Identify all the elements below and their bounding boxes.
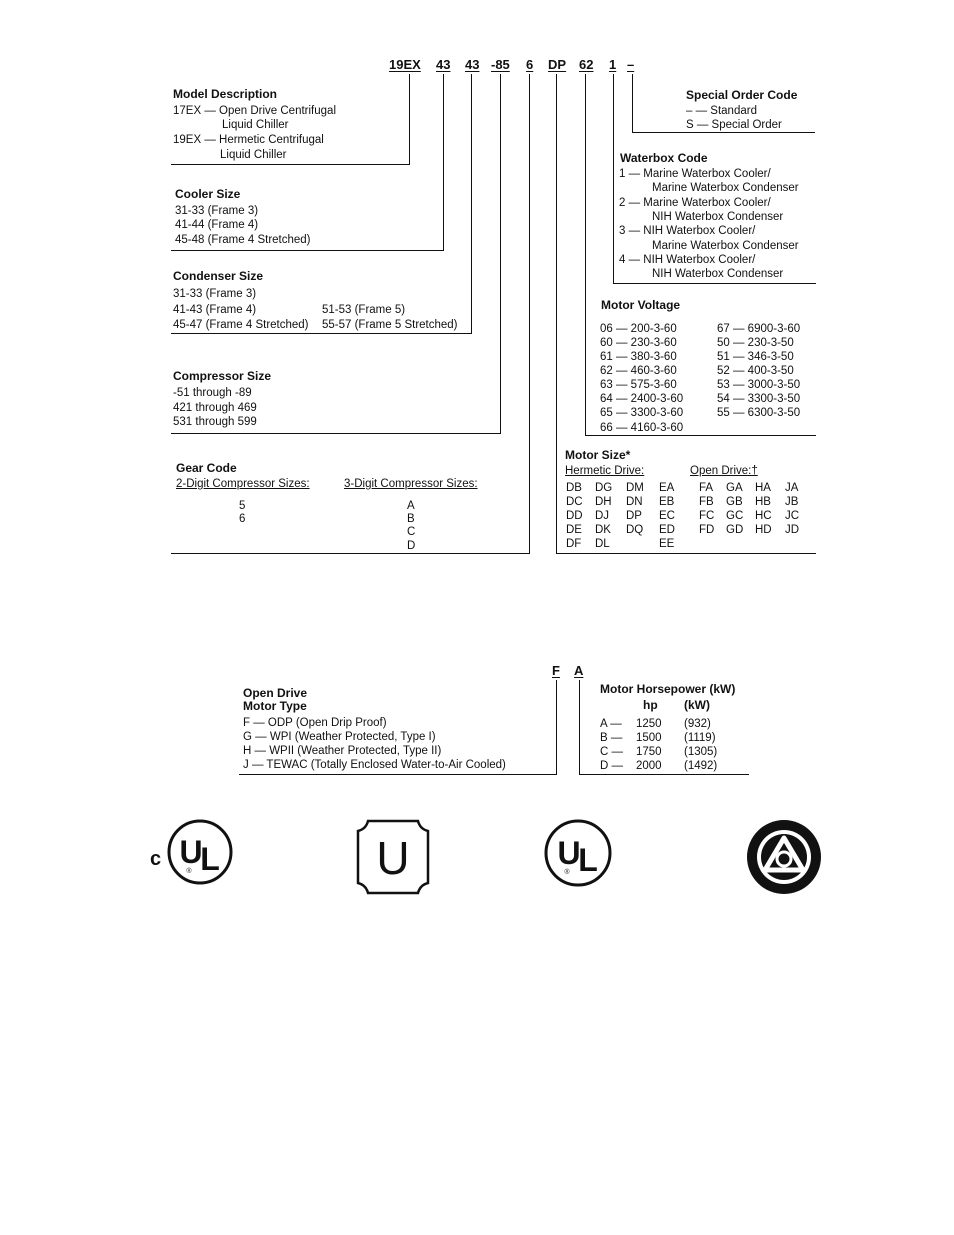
gear-code-rule — [171, 553, 530, 554]
leader-motor-size — [556, 74, 557, 554]
compressor-size-title: Compressor Size — [173, 369, 272, 383]
hp-code: B — — [600, 732, 623, 744]
leader-voltage — [585, 74, 586, 436]
motor-voltage-line: 66 — 4160-3-60 — [600, 422, 684, 434]
compressor-size-line: -51 through -89 — [173, 387, 252, 399]
motor-voltage-line: 50 — 230-3-50 — [717, 337, 794, 349]
motor-size-hermetic-label: Hermetic Drive: — [565, 465, 645, 477]
motor-size-code: FA — [699, 482, 714, 494]
motor-size-code: DG — [595, 482, 613, 494]
condenser-size-rule — [171, 333, 472, 334]
ul-logo — [543, 818, 613, 888]
compressor-size-rule — [171, 433, 501, 434]
ul-letter-l: L — [200, 841, 220, 877]
motor-size-code: JC — [785, 510, 800, 522]
cul-logo — [166, 818, 234, 886]
waterbox-line: Marine Waterbox Condenser — [652, 240, 799, 252]
model-description-line: Liquid Chiller — [222, 119, 289, 131]
motor-size-code: HD — [755, 524, 772, 536]
motor-size-code: DN — [626, 496, 643, 508]
motor-size-code: ED — [659, 524, 675, 536]
ul-letter-u: U — [179, 834, 203, 870]
model-code-series: 19EX — [389, 57, 421, 72]
motor-type-line: F — ODP (Open Drip Proof) — [243, 717, 387, 729]
gear-code-title: Gear Code — [176, 461, 237, 475]
motor-size-code: DE — [566, 524, 582, 536]
ul-letter-u: U — [557, 835, 581, 871]
leader-special — [632, 74, 633, 133]
motor-voltage-line: 60 — 230-3-60 — [600, 337, 677, 349]
reg-mark: ® — [564, 869, 570, 876]
motor-type-line: H — WPII (Weather Protected, Type II) — [243, 745, 442, 757]
motor-size-code: DK — [595, 524, 611, 536]
kw-value: (1492) — [684, 760, 718, 772]
leader-hp — [579, 680, 580, 775]
condenser-size-line: 41-43 (Frame 4) — [173, 304, 257, 316]
motor-voltage-line: 65 — 3300-3-60 — [600, 407, 684, 419]
model-code-compressor: -85 — [491, 57, 510, 72]
cooler-size-title: Cooler Size — [175, 187, 241, 201]
motor-type-rule — [239, 774, 557, 775]
motor-voltage-line: 63 — 575-3-60 — [600, 379, 677, 391]
leader-series — [409, 74, 410, 165]
gear-code-3digit: D — [407, 540, 416, 552]
cooler-size-line: 41-44 (Frame 4) — [175, 219, 259, 231]
motor-voltage-line: 51 — 346-3-50 — [717, 351, 794, 363]
model-description-line: 17EX — Open Drive Centrifugal — [173, 105, 336, 117]
motor-voltage-line: 61 — 380-3-60 — [600, 351, 677, 363]
gear-code-col1-header: 2-Digit Compressor Sizes: — [176, 478, 310, 490]
motor-voltage-line: 62 — 460-3-60 — [600, 365, 677, 377]
model-description-line: Liquid Chiller — [220, 149, 287, 161]
model-description-rule — [171, 164, 410, 165]
open-drive-code-type: F — [552, 663, 560, 678]
hp-value: 1500 — [636, 732, 662, 744]
model-code-motor-size: DP — [548, 57, 567, 72]
motor-size-code: DH — [595, 496, 612, 508]
waterbox-line: Marine Waterbox Condenser — [652, 182, 799, 194]
motor-voltage-line: 67 — 6900-3-60 — [717, 323, 801, 335]
motor-size-code: GB — [726, 496, 743, 508]
model-code-voltage: 62 — [579, 57, 594, 72]
hp-title: Motor Horsepower (kW) — [600, 682, 736, 696]
waterbox-line: 1 — Marine Waterbox Cooler/ — [619, 168, 771, 180]
model-description-title: Model Description — [173, 87, 278, 101]
leader-cooler — [443, 74, 444, 251]
kw-value: (932) — [684, 718, 711, 730]
hp-value: 1250 — [636, 718, 662, 730]
cooler-size-line: 45-48 (Frame 4 Stretched) — [175, 234, 311, 246]
waterbox-line: 4 — NIH Waterbox Cooler/ — [619, 254, 756, 266]
motor-type-title: Open Drive — [243, 686, 308, 700]
leader-gear — [529, 74, 530, 554]
motor-size-title: Motor Size* — [565, 448, 631, 462]
model-code-gear: 6 — [526, 57, 534, 72]
motor-type-line: G — WPI (Weather Protected, Type I) — [243, 731, 436, 743]
motor-size-code: JA — [785, 482, 799, 494]
motor-size-code: HA — [755, 482, 771, 494]
model-code-condenser: 43 — [465, 57, 480, 72]
motor-voltage-rule — [585, 435, 816, 436]
waterbox-rule — [613, 283, 816, 284]
waterbox-line: 2 — Marine Waterbox Cooler/ — [619, 197, 771, 209]
model-code-waterbox: 1 — [609, 57, 617, 72]
special-order-line: – — Standard — [686, 105, 757, 117]
kw-header: (kW) — [684, 698, 710, 712]
hp-code: A — — [600, 718, 622, 730]
motor-size-code: GA — [726, 482, 743, 494]
motor-size-code: DQ — [626, 524, 644, 536]
leader-motor-type — [556, 680, 557, 775]
motor-voltage-line: 54 — 3300-3-50 — [717, 393, 801, 405]
special-order-line: S — Special Order — [686, 119, 782, 131]
iso-quality-seal — [746, 819, 822, 895]
motor-size-code: JB — [785, 496, 799, 508]
kw-value: (1305) — [684, 746, 718, 758]
motor-size-code: DF — [566, 538, 582, 550]
csa-letter: U — [376, 832, 410, 884]
waterbox-line: NIH Waterbox Condenser — [652, 211, 784, 223]
cooler-size-line: 31-33 (Frame 3) — [175, 205, 259, 217]
gear-code-3digit: C — [407, 526, 416, 538]
cul-prefix: c — [150, 848, 162, 870]
condenser-size-line: 51-53 (Frame 5) — [322, 304, 406, 316]
gear-code-3digit: B — [407, 513, 415, 525]
motor-size-code: HC — [755, 510, 772, 522]
motor-size-code: EE — [659, 538, 675, 550]
model-code-cooler: 43 — [436, 57, 451, 72]
kw-value: (1119) — [684, 732, 716, 744]
motor-type-title: Motor Type — [243, 699, 307, 713]
motor-voltage-line: 55 — 6300-3-50 — [717, 407, 801, 419]
condenser-size-title: Condenser Size — [173, 269, 264, 283]
compressor-size-line: 421 through 469 — [173, 402, 257, 414]
motor-voltage-title: Motor Voltage — [601, 298, 681, 312]
motor-size-code: FB — [699, 496, 714, 508]
csa-logo — [354, 817, 432, 897]
leader-compressor — [500, 74, 501, 434]
motor-type-line: J — TEWAC (Totally Enclosed Water-to-Air Cooled) — [243, 759, 506, 771]
hp-value: 1750 — [636, 746, 662, 758]
motor-size-code: DJ — [595, 510, 610, 522]
motor-size-code: DL — [595, 538, 610, 550]
motor-size-code: GD — [726, 524, 744, 536]
motor-size-code: FC — [699, 510, 715, 522]
motor-voltage-line: 06 — 200-3-60 — [600, 323, 677, 335]
gear-code-2digit: 6 — [239, 513, 246, 525]
model-description-line: 19EX — Hermetic Centrifugal — [173, 134, 324, 146]
special-order-rule — [632, 132, 815, 133]
cooler-size-rule — [171, 250, 444, 251]
gear-code-2digit: 5 — [239, 500, 246, 512]
motor-voltage-line: 53 — 3000-3-50 — [717, 379, 801, 391]
motor-size-code: DM — [626, 482, 644, 494]
motor-size-code: GC — [726, 510, 744, 522]
gear-code-col2-header: 3-Digit Compressor Sizes: — [344, 478, 478, 490]
motor-size-code: JD — [785, 524, 800, 536]
leader-waterbox — [613, 74, 614, 284]
gear-code-3digit: A — [407, 500, 415, 512]
motor-size-code: EC — [659, 510, 675, 522]
motor-size-code: EB — [659, 496, 675, 508]
hp-header: hp — [643, 698, 658, 712]
hp-value: 2000 — [636, 760, 662, 772]
hp-code: D — — [600, 760, 623, 772]
condenser-size-line: 31-33 (Frame 3) — [173, 288, 257, 300]
motor-size-code: DD — [566, 510, 583, 522]
condenser-size-line: 55-57 (Frame 5 Stretched) — [322, 319, 458, 331]
motor-size-code: DP — [626, 510, 642, 522]
special-order-title: Special Order Code — [686, 88, 798, 102]
waterbox-title: Waterbox Code — [620, 151, 708, 165]
motor-voltage-line: 64 — 2400-3-60 — [600, 393, 684, 405]
motor-voltage-line: 52 — 400-3-50 — [717, 365, 794, 377]
waterbox-line: 3 — NIH Waterbox Cooler/ — [619, 225, 756, 237]
model-code-special: – — [627, 57, 635, 72]
leader-condenser — [471, 74, 472, 334]
open-drive-code-hp: A — [574, 663, 584, 678]
hp-rule — [579, 774, 749, 775]
motor-size-code: HB — [755, 496, 771, 508]
reg-mark: ® — [186, 868, 192, 875]
waterbox-line: NIH Waterbox Condenser — [652, 268, 784, 280]
ul-letter-l: L — [578, 842, 598, 878]
motor-size-rule — [556, 553, 816, 554]
compressor-size-line: 531 through 599 — [173, 416, 257, 428]
motor-size-code: FD — [699, 524, 715, 536]
hp-code: C — — [600, 746, 623, 758]
motor-size-code: EA — [659, 482, 675, 494]
condenser-size-line: 45-47 (Frame 4 Stretched) — [173, 319, 309, 331]
motor-size-code: DB — [566, 482, 582, 494]
motor-size-open-label: Open Drive:† — [690, 465, 758, 477]
motor-size-code: DC — [566, 496, 583, 508]
